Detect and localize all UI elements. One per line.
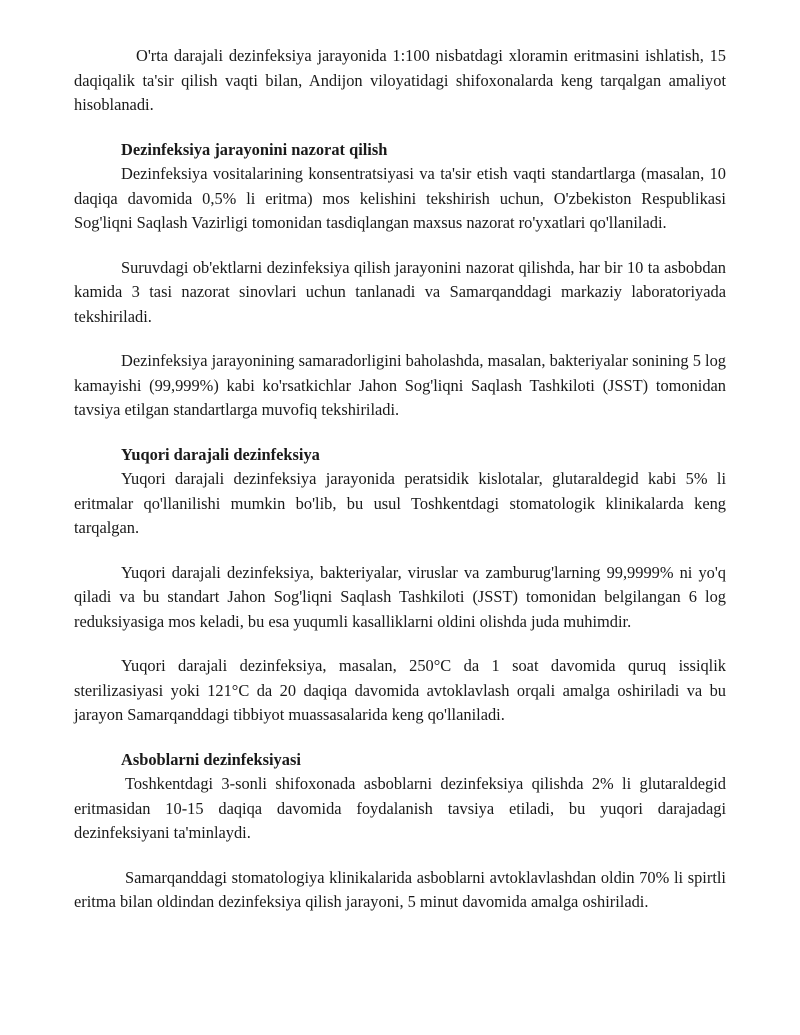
heading-instrument-disinfection: Asboblarni dezinfeksiyasi [121,749,301,769]
paragraph-instrument-glutaraldehyde: Toshkentdagi 3-sonli shifoxonada asboblarni dezinfeksiya qilishda 2% li glutaraldegid eritmasidan 10-15 daqiqa davomida foydalanish tavsiya etiladi, bu yuqori darajadagi dezinfeksiyani ta'minlaydi. [74,774,726,842]
paragraph-control-checklists: Dezinfeksiya vositalarining konsentratsiyasi va ta'sir etish vaqti standartlarga (masalan, 10 daqiqa davomida 0,5% li eritma) mos kelishini tekshirish uchun, O'zbekiston Respublikasi Sog'liqni Saqlash Vazirligi tomonidan tasdiqlangan maxsus nazorat ro'yxatlari qo'llaniladi. [74,164,726,232]
heading-disinfection-control: Dezinfeksiya jarayonini nazorat qilish [121,139,388,159]
paragraph-medium-disinfection: O'rta darajali dezinfeksiya jarayonida 1:100 nisbatdagi xloramin eritmasini ishlatish, 15 daqiqalik ta'sir qilish vaqti bilan, Andijon viloyatidagi shifoxonalarda keng tarqalgan amaliyot hisoblanadi. [74,46,726,114]
paragraph-instrument-alcohol: Samarqanddagi stomatologiya klinikalarida asboblarni avtoklavlashdan oldin 70% li spirtli eritma bilan oldindan dezinfeksiya qilish jarayoni, 5 minut davomida amalga oshiriladi. [74,867,726,911]
paragraph-high-level-reduction: Yuqori darajali dezinfeksiya, bakteriyalar, viruslar va zamburug'larning 99,9999% ni yo'q qiladi va bu standart Jahon Sog'liqni Saqlash Tashkiloti (JSST) tomonidan belgilangan 6 log reduksiyasiga mos keladi, bu esa yuqumli kasalliklarni oldini olishda juda muhimdir. [74,562,726,631]
paragraph-high-level-sterilization: Yuqori darajali dezinfeksiya, masalan, 250°C da 1 soat davomida quruq issiqlik sterilizasiyasi yoki 121°C da 20 daqiqa davomida avtoklavlash orqali amalga oshiriladi va bu jarayon Samarqanddagi tibbiyot muassasalarida keng qo'llaniladi. [74,656,726,724]
paragraph-control-sampling: Suruvdagi ob'ektlarni dezinfeksiya qilish jarayonini nazorat qilishda, har bir 10 ta asbobdan kamida 3 tasi nazorat sinovlari uchun tanlanadi va Samarqanddagi markaziy laboratoriyada tekshiriladi. [74,257,726,326]
paragraph-effectiveness-evaluation: Dezinfeksiya jarayonining samaradorligini baholashda, masalan, bakteriyalar sonining 5 log kamayishi (99,999%) kabi ko'rsatkichlar Jahon Sog'liqni Saqlash Tashkiloti (JSST) tomonidan tavsiya etilgan standartlarga muvofiq tekshiriladi. [74,351,726,419]
heading-high-level-disinfection: Yuqori darajali dezinfeksiya [121,444,320,464]
paragraph-high-level-solutions: Yuqori darajali dezinfeksiya jarayonida peratsidik kislotalar, glutaraldegid kabi 5% li eritmalar qo'llanilishi mumkin bo'lib, bu usul Toshkentdagi stomatologik klinikalarda keng tarqalgan. [74,469,726,537]
